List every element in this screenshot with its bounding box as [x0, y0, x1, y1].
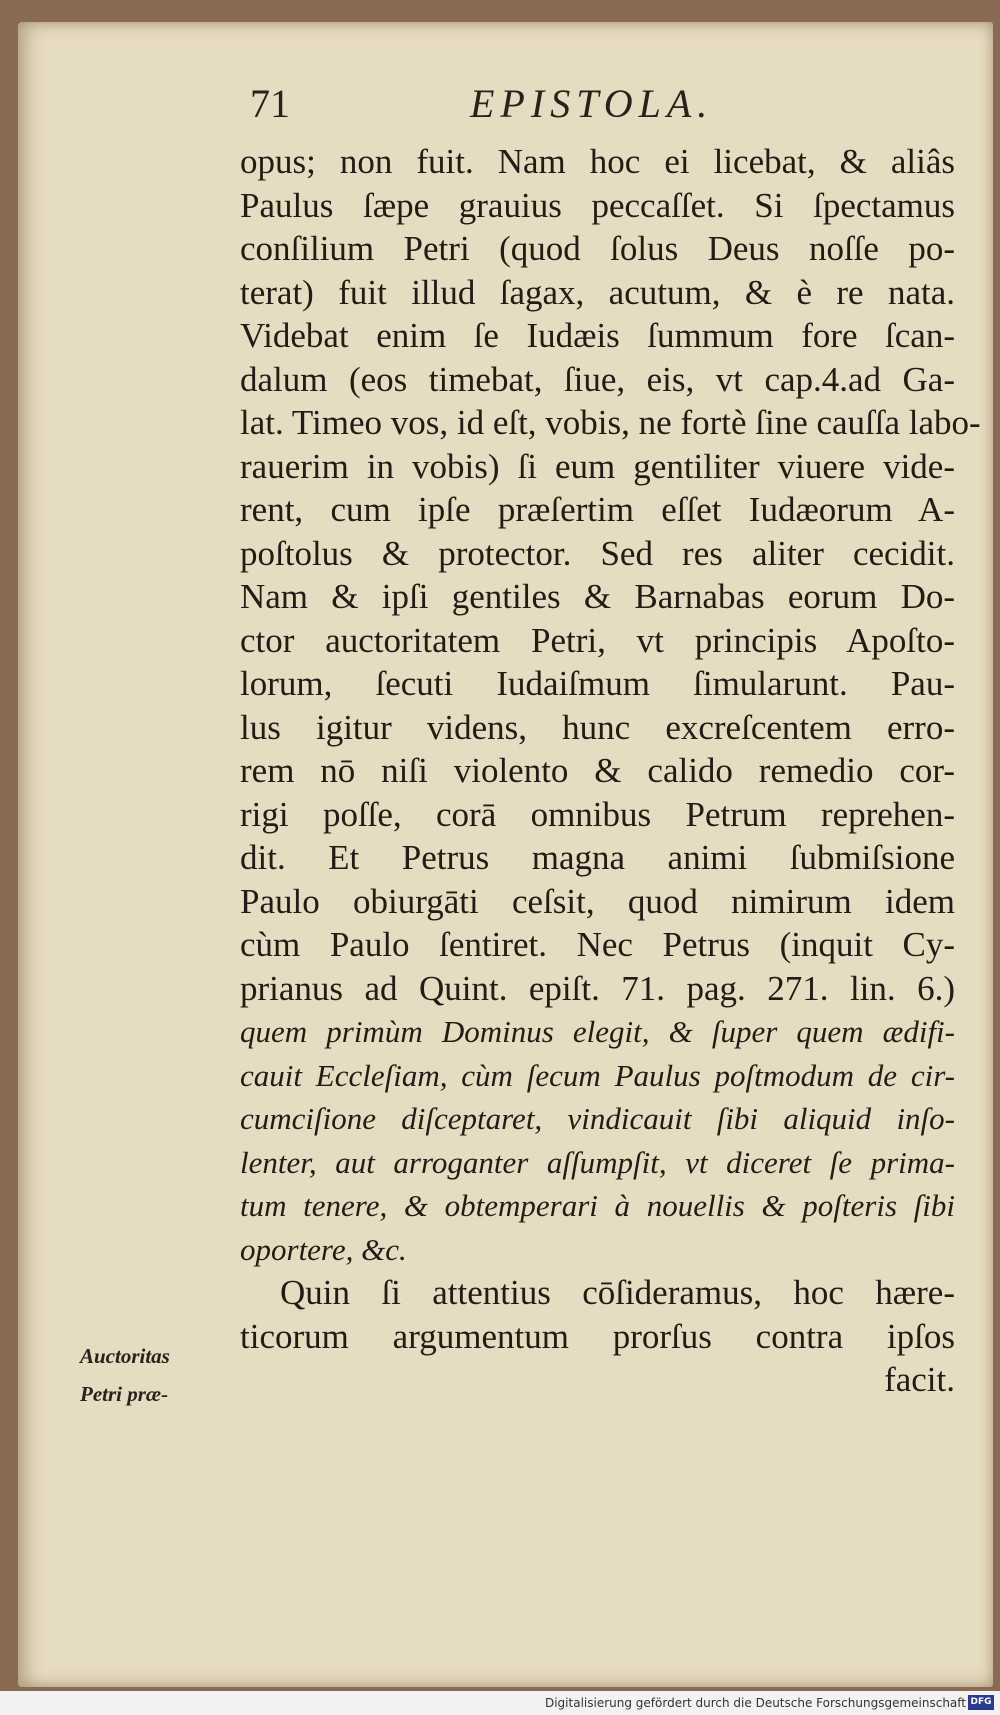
text-line: cùm Paulo ſentiret. Nec Petrus (inquit Cy-: [240, 925, 955, 964]
text-line: opus; non fuit. Nam hoc ei licebat, & aliâs: [240, 142, 955, 181]
page-header: [250, 80, 770, 130]
catchword: facit.: [884, 1360, 955, 1399]
text-line: dalum (eos timebat, ſiue, eis, vt cap.4.ad Ga-: [240, 359, 955, 399]
margin-note: [80, 1337, 230, 1413]
text-line: Paulus ſæpe grauius peccaſſet. Si ſpectamus: [240, 185, 955, 225]
digitization-footer: [0, 1691, 1000, 1715]
page-text: [240, 140, 981, 1402]
text-line: prianus ad Quint. epiſt. 71. pag. 271. lin. 6.): [240, 968, 955, 1008]
text-line: Nam & ipſi gentiles & Barnabas eorum Do-: [240, 577, 955, 616]
quote-line: lenter, aut arroganter aſſumpſit, vt diceret ſe prima-: [240, 1144, 955, 1180]
quote-line: quem primùm Dominus elegit, & ſuper quem ædifi-: [240, 1014, 955, 1049]
text-line: Quin ſi attentius cōſideramus, hoc hære-: [280, 1273, 955, 1312]
text-line: poſtolus & protector. Sed res aliter cecidit.: [240, 533, 955, 573]
quote-line: cauit Eccleſiam, cùm ſecum Paulus poſtmodum de cir-: [240, 1057, 955, 1093]
text-line: rent, cum ipſe præſertim eſſet Iudæorum A-: [240, 490, 955, 529]
text-line: Paulo obiurgāti ceſsit, quod nimirum idem: [240, 881, 955, 921]
margin-note-line: Auctoritas: [80, 1344, 170, 1368]
text-line: ticorum argumentum prorſus contra ipſos: [240, 1316, 955, 1356]
text-line: lat. Timeo vos, id eſt, vobis, ne fortè ſine cauſſa labo-: [240, 403, 981, 442]
text-line: conſilium Petri (quod ſolus Deus noſſe po-: [240, 229, 955, 268]
quote-line: tum tenere, & obtemperari à nouellis & poſteris ſibi: [240, 1188, 955, 1223]
quote-line: oportere, &c.: [240, 1231, 407, 1267]
text-line: rem nō niſi violento & calido remedio cor-: [240, 751, 955, 790]
page-number: 71: [250, 81, 290, 126]
text-line: dit. Et Petrus magna animi ſubmiſsione: [240, 838, 955, 877]
text-line: lus igitur videns, hunc excreſcentem erro-: [240, 707, 955, 747]
footer-text: Digitalisierung gefördert durch die Deutsche Forschungsgemeinschaft: [544, 1696, 966, 1710]
quote-line: cumciſione diſceptaret, vindicauit ſibi aliquid inſo-: [240, 1101, 955, 1136]
text-line: terat) fuit illud ſagax, acutum, & è re nata.: [240, 272, 955, 312]
running-head: EPISTOLA.: [470, 81, 714, 126]
dfg-logo: DFG: [968, 1695, 994, 1710]
margin-note-line: Petri præ-: [80, 1382, 169, 1406]
text-line: Videbat enim ſe Iudæis ſummum fore ſcan-: [240, 316, 955, 355]
text-line: lorum, ſecuti Iudaiſmum ſimularunt. Pau-: [240, 664, 955, 703]
text-line: ctor auctoritatem Petri, vt principis Apoſto-: [240, 620, 955, 660]
text-line: rigi poſſe, corā omnibus Petrum reprehen-: [240, 794, 955, 834]
text-line: rauerim in vobis) ſi eum gentiliter viuere vide-: [240, 446, 955, 486]
